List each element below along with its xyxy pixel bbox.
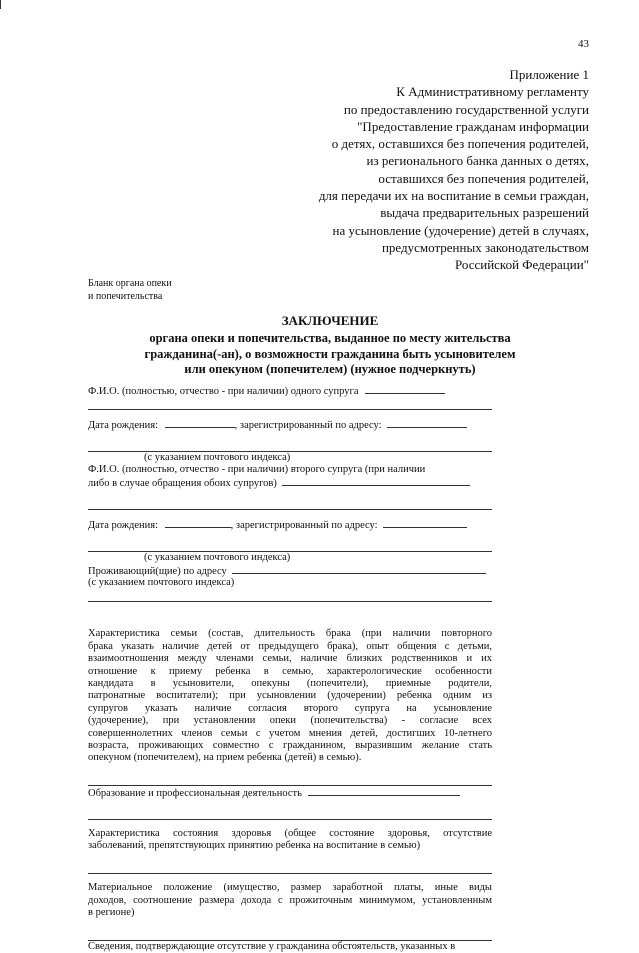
appendix-line: из регионального банка данных о детях, — [366, 153, 589, 169]
family-line: совершеннолетних членов семьи с учетом мнения детей, достигших 10-летнего — [88, 727, 492, 739]
family-line: супругов указать наличие согласия второго супруга на усыновление — [88, 702, 492, 714]
birth-date-2-blank[interactable] — [165, 518, 231, 528]
issuer-block — [88, 277, 172, 303]
appendix-header — [259, 66, 589, 274]
family-line: брака указать наличие детей от предыдущего брака), опыт общения с детьми, — [88, 640, 492, 652]
fio-second-blank[interactable] — [282, 476, 470, 486]
appendix-line: по предоставлению государственной услуги — [343, 101, 589, 117]
family-line: возраста, проживающих совместно с гражданином, выразившим желание стать — [88, 739, 492, 751]
education-continuation-line[interactable] — [88, 807, 492, 820]
postal-index-2-note: (с указанием почтового индекса) — [144, 551, 291, 563]
material-paragraph — [88, 882, 492, 919]
family-characteristics-paragraph — [88, 628, 492, 764]
education-blank[interactable] — [308, 786, 460, 796]
registered-1-label: , зарегистрированный по адресу: — [234, 419, 382, 431]
health-line: заболеваний, препятствующих принятию ребенка на воспитание в семью) — [88, 840, 421, 852]
subtitle-line: органа опеки и попечительства, выданное по месту жительства — [149, 331, 511, 345]
appendix-line: Приложение 1 — [509, 67, 589, 82]
postal-index-1-note: (с указанием почтового индекса) — [144, 451, 291, 463]
issuer-line: Бланк органа опеки — [88, 278, 172, 289]
family-line: (удочерение), при установлении опеки (попечительства) - согласие всех — [88, 715, 492, 727]
appendix-line: Российской Федерации" — [454, 257, 589, 273]
registered-2-label: , зарегистрированный по адресу: — [230, 520, 378, 532]
family-line: кандидата в усыновители, опекуны (попечители), приемные родители, — [88, 678, 492, 690]
health-paragraph — [88, 828, 492, 853]
appendix-line: о детях, оставшихся без попечения родителей, — [331, 136, 589, 152]
document-subtitle — [80, 331, 580, 378]
family-line: Характеристика семьи (состав, длительность брака (при наличии повторного — [88, 628, 492, 640]
appendix-line: оставшихся без попечения родителей, — [378, 170, 589, 186]
fio-first-row — [88, 384, 492, 396]
material-answer-line[interactable] — [88, 927, 492, 940]
scan-corner-mark — [0, 0, 1, 9]
subtitle-line: или опекуном (попечителем) (нужное подчеркнуть) — [184, 362, 476, 376]
appendix-line: на усыновление (удочерение) детей в случаях, — [332, 222, 589, 238]
family-answer-line[interactable] — [88, 773, 492, 786]
education-row — [88, 786, 492, 798]
address-2-continuation-line[interactable] — [88, 539, 492, 552]
fio-first-continuation-line[interactable] — [88, 396, 492, 409]
residing-row — [88, 564, 492, 576]
birth-date-2-label: Дата рождения: — [88, 520, 159, 532]
residing-blank[interactable] — [232, 564, 486, 574]
page-number: 43 — [578, 38, 589, 50]
birth-date-1-label: Дата рождения: — [88, 419, 159, 431]
appendix-line: для передачи их на воспитание в семьи граждан, — [318, 188, 589, 204]
residing-label: Проживающий(щие) по адресу — [88, 566, 227, 578]
appendix-line: выдача предварительных разрешений — [380, 205, 589, 221]
issuer-line: и попечительства — [88, 291, 163, 302]
birth-date-1-blank[interactable] — [165, 418, 235, 428]
fio-second-row-2 — [88, 476, 492, 488]
health-answer-line[interactable] — [88, 861, 492, 874]
appendix-line: "Предоставление гражданам информации — [357, 118, 589, 134]
address-2-blank[interactable] — [383, 518, 467, 528]
subtitle-line: гражданина(-ан), о возможности гражданина быть усыновителем — [144, 346, 516, 361]
family-line: опекуном (попечителем), на прием ребенка (детей) в семью). — [88, 752, 362, 764]
education-label: Образование и профессиональная деятельность — [88, 788, 302, 800]
birth-date-2-row — [88, 518, 492, 530]
family-line: патронатные воспитатели); при усыновлении (удочерении) ребенка одним из — [88, 690, 492, 702]
document-title-block — [80, 313, 580, 378]
health-line: Характеристика состояния здоровья (общее состояние здоровья, отсутствие — [88, 827, 492, 839]
appendix-line: предусмотренных законодательством — [381, 239, 589, 255]
birth-date-1-row — [88, 418, 492, 430]
fio-second-continuation-line[interactable] — [88, 497, 492, 510]
document-title: ЗАКЛЮЧЕНИЕ — [281, 313, 379, 328]
fio-second-row-1: Ф.И.О. (полностью, отчество - при наличии) второго супруга (при наличии — [88, 463, 426, 475]
postal-index-3-note: (с указанием почтового индекса) — [88, 576, 235, 588]
appendix-line: К Административному регламенту — [396, 84, 589, 100]
material-line: Материальное положение (имущество, размер заработной платы, иные виды — [88, 882, 492, 894]
fio-first-label: Ф.И.О. (полностью, отчество - при наличии) одного супруга — [88, 386, 359, 397]
material-line: в регионе) — [88, 906, 135, 918]
fio-first-blank[interactable] — [365, 384, 445, 394]
fio-second-label: либо в случае обращения обоих супругов) — [88, 478, 277, 490]
family-line: взаимоотношения между членами семьи, наличие близких родственников и их — [88, 653, 492, 665]
address-1-continuation-line[interactable] — [88, 438, 492, 451]
conclusion-form — [88, 384, 492, 953]
info-row: Сведения, подтверждающие отсутствие у гражданина обстоятельств, указанных в — [88, 940, 456, 952]
address-1-blank[interactable] — [387, 418, 467, 428]
family-line: отношение к приему ребенка в семью, характерологические особенности — [88, 665, 492, 677]
residing-continuation-line[interactable] — [88, 589, 492, 602]
material-line: доходов, соотношение размера дохода с прожиточным минимумом, установленным — [88, 894, 492, 906]
